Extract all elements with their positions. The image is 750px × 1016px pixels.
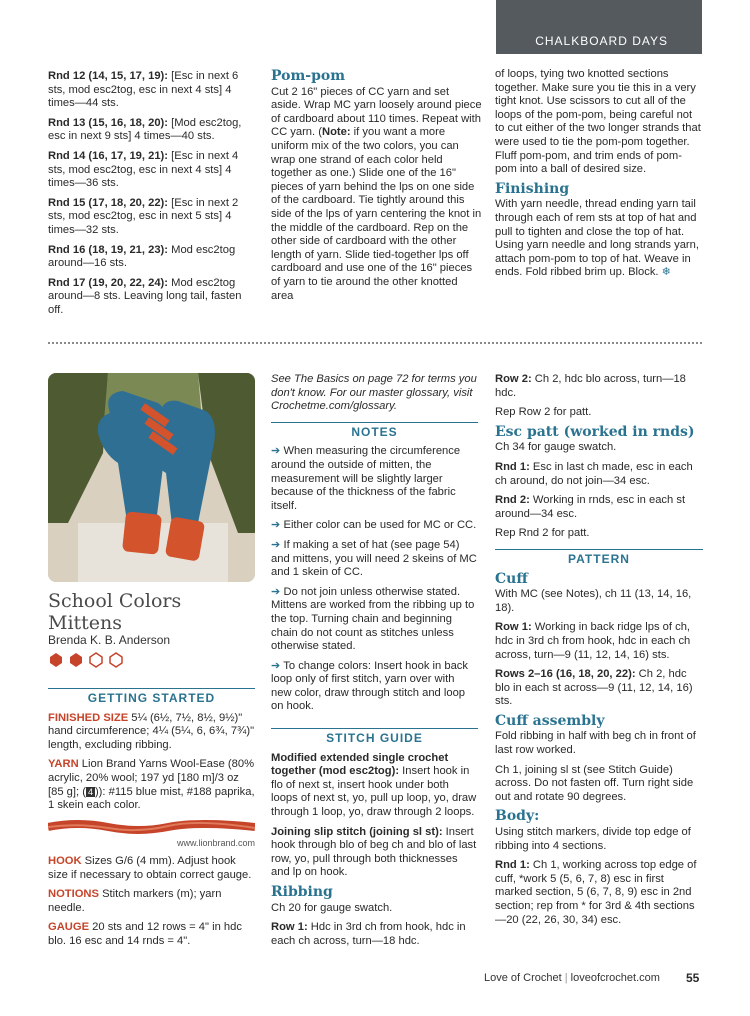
rounds-column <box>48 70 254 324</box>
footer-credit: Love of Crochet | loveofcrochet.com <box>484 972 660 984</box>
cuff-row-1: Row 1: Working in back ridge lps of ch, hdc in 3rd ch from hook, hdc in each ch across, turn—9 (11, 12, 14, 16) sts. <box>495 621 691 661</box>
pompom-text: Cut 2 16" pieces of CC yarn and set aside. Wrap MC yarn loosely around piece of cardboard about 110 times. Repeat with CC yarn. (Note: if you want a more uniform mix of the two colors, you can wrap one strand of each color held together as one.) Slide one of the 16" pieces of yarn behind the lps on one side of the cardboard. Tie tightly around this side of the lps of yarn centering the knot in the middle of the cardboard. Rep on the other side of cardboard with the other length of yarn. Slide tied-together lps off cardboard and use one of the 16" pieces of yarn to tie around the other knotted area <box>271 85 482 302</box>
page-number: 55 <box>686 971 700 985</box>
skill-level-icons <box>48 652 128 673</box>
skill-level-graphic <box>48 652 128 668</box>
section-tab-label: CHALKBOARD DAYS <box>535 34 668 48</box>
esc-repeat: Rep Rnd 2 for patt. <box>495 527 590 540</box>
arrow-icon: ➔ <box>271 538 284 551</box>
stitch-guide-heading: STITCH GUIDE <box>271 728 478 746</box>
body-heading: Body: <box>495 808 540 825</box>
mittens-illustration <box>48 373 255 582</box>
gauge-info: GAUGE 20 sts and 12 rows = 4" in hdc blo. 16 esc and 14 rnds = 4". <box>48 921 242 947</box>
body-intro: Using stitch markers, divide top edge of ribbing into 4 sections. <box>495 826 691 852</box>
round-16: Rnd 16 (18, 19, 21, 23): Mod esc2tog around—16 sts. <box>48 243 236 270</box>
ribbing-row-2: Row 2: Ch 2, hdc blo across, turn—18 hdc. <box>495 373 686 399</box>
cuff-assembly-b: Ch 1, joining sl st (see Stitch Guide) across. Do not fasten off. Turn right side out and rotate 90 degrees. <box>495 763 694 803</box>
ribbing-intro: Ch 20 for gauge swatch. <box>271 901 393 914</box>
round-15: Rnd 15 (17, 18, 20, 22): [Esc in next 2 sts, mod esc2tog, esc in next 5 sts] 4 times—32 sts. <box>48 196 239 236</box>
esc-rnd-1: Rnd 1: Esc in last ch made, esc in each ch around, do not join—34 esc. <box>495 460 693 487</box>
stitch-mod-esc2tog: Modified extended single crochet together (mod esc2tog): Insert hook in flo of next st, insert hook under both loops of next st, yo, pull up loop, yo, draw through 1 loop, yo, draw through 2 loops. <box>271 751 477 819</box>
website-link[interactable]: loveofcrochet.com <box>570 972 660 984</box>
notes-column <box>271 373 478 954</box>
section-divider <box>48 342 702 344</box>
cuff-assembly-a: Fold ribbing in half with beg ch in front of last row worked. <box>495 730 696 757</box>
getting-started-column <box>48 680 255 955</box>
notes-heading: NOTES <box>271 422 478 440</box>
pompom-heading: Pom-pom <box>271 68 346 84</box>
esc-intro: Ch 34 for gauge swatch. <box>495 441 617 454</box>
arrow-icon: ➔ <box>271 519 284 532</box>
pattern-heading: PATTERN <box>495 549 703 567</box>
cuff-rows-2-16: Rows 2–16 (16, 18, 20, 22): Ch 2, hdc blo in each st across—9 (11, 12, 14, 16) sts. <box>495 668 693 708</box>
yarn-credit: www.lionbrand.com <box>176 838 255 849</box>
note-item: ➔ When measuring the circumference around the outside of mitten, the measurement will be slightly larger because of the thickness of the fabric itself. <box>271 445 461 512</box>
getting-started-heading: GETTING STARTED <box>48 688 255 706</box>
magazine-name: Love of Crochet <box>484 972 562 984</box>
notions-info: NOTIONS Stitch markers (m); yarn needle. <box>48 888 222 914</box>
esc-rnd-2: Rnd 2: Working in rnds, esc in each st around—34 esc. <box>495 494 686 520</box>
designer-name: Brenda K. B. Anderson <box>48 633 171 647</box>
body-rnd-1: Rnd 1: Ch 1, working across top edge of cuff, *work 5 (5, 6, 7, 8) esc in first marked section, 5 (6, 7, 8, 9) esc in 2nd section; rep from * for 3rd & 4th sections—20 (22, 26, 30, 34) esc. <box>495 859 697 926</box>
yarn-weight-badge: 4 <box>87 786 93 797</box>
round-17: Rnd 17 (19, 20, 22, 24): Mod esc2tog around—8 sts. Leaving long tail, fasten off. <box>48 276 242 316</box>
esc-patt-heading: Esc patt (worked in rnds) <box>495 423 695 440</box>
finished-size: FINISHED SIZE 5¼ (6½, 7½, 8½, 9½)" hand circumference; 4¼ (5¼, 6, 6¾, 7¾)" length, excluding ribbing. <box>48 711 255 751</box>
stitch-joining-sl-st: Joining slip stitch (joining sl st): Insert hook through blo of beg ch and blo of last row, yo, pull through both thicknesses and lp on hook. <box>271 825 477 879</box>
note-item: ➔ To change colors: Insert hook in back loop only of first stitch, yarn over with new color, draw through stitch and loop on hook. <box>271 659 468 713</box>
finishing-text: With yarn needle, thread ending yarn tail through each of rem sts at top of hat and pull to tighten and close the top of hat. Using yarn needle and long strands yarn, attach pom-pom to top of hat. Weave in ends. Fold ribbed brim up. Block. ❄ <box>495 198 699 279</box>
arrow-icon: ➔ <box>271 445 284 458</box>
arrow-icon: ➔ <box>271 585 284 598</box>
pompom-column <box>271 68 482 309</box>
ribbing-row-1: Row 1: Hdc in 3rd ch from hook, hdc in each ch across, turn—18 hdc. <box>271 921 466 947</box>
arrow-icon: ➔ <box>271 659 284 672</box>
yarn-info: YARN Lion Brand Yarns Wool-Ease (80% acrylic, 20% wool; 197 yd [180 m]/3 oz [85 g]; ( 4 )): #115 blue mist, #188 paprika, 1 skein each color. <box>48 758 255 812</box>
mittens-photo <box>48 373 255 582</box>
section-tab <box>496 0 702 54</box>
hook-info: HOOK Sizes G/6 (4 mm). Adjust hook size if necessary to obtain correct gauge. <box>48 854 252 881</box>
cuff-heading: Cuff <box>495 570 528 587</box>
intro-note: See The Basics on page 72 for terms you don't know. For our master glossary, visit Crochetme.com/glossary. <box>271 373 477 413</box>
pompom-continued: of loops, tying two knotted sections together. Make sure you tie this in a very tight knot. Use scissors to cut all of the loops of the pom-pom, being careful not to cut either of the two longer strands that were used to tie the pom-pom together. Fluff pom-pom, and trim ends of pom-pom into a ball of desired size. <box>495 68 701 176</box>
note-item: ➔ If making a set of hat (see page 54) and mittens, you will need 2 skeins of MC and 1 skein of CC. <box>271 538 477 579</box>
cuff-assembly-heading: Cuff assembly <box>495 712 605 729</box>
round-13: Rnd 13 (15, 16, 18, 20): [Mod esc2tog, esc in next 9 sts] 4 times—40 sts. <box>48 116 242 143</box>
cuff-intro: With MC (see Notes), ch 11 (13, 14, 16, 18). <box>495 588 692 614</box>
snowflake-icon: ❄ <box>661 266 672 279</box>
note-item: ➔ Do not join unless otherwise stated. Mittens are worked from the ribbing up to the top. Turning chain and beginning chain do not count as stitches unless otherwise stated. <box>271 585 475 653</box>
round-14: Rnd 14 (16, 17, 19, 21): [Esc in next 4 sts, mod esc2tog, esc in next 4 sts] 4 times—36 sts. <box>48 149 239 190</box>
pattern-title: School Colors Mittens <box>48 590 182 634</box>
note-item: ➔ Either color can be used for MC or CC. <box>271 519 477 532</box>
ribbing-repeat: Rep Row 2 for patt. <box>495 406 592 419</box>
finishing-heading: Finishing <box>495 180 570 197</box>
pattern-column <box>495 373 703 933</box>
finishing-column <box>495 68 703 286</box>
yarn-sample-strand <box>48 819 255 835</box>
ribbing-heading: Ribbing <box>271 884 333 900</box>
round-12: Rnd 12 (14, 15, 17, 19): [Esc in next 6 sts, mod esc2tog, esc in next 4 sts] 4 times—44 sts. <box>48 70 239 110</box>
